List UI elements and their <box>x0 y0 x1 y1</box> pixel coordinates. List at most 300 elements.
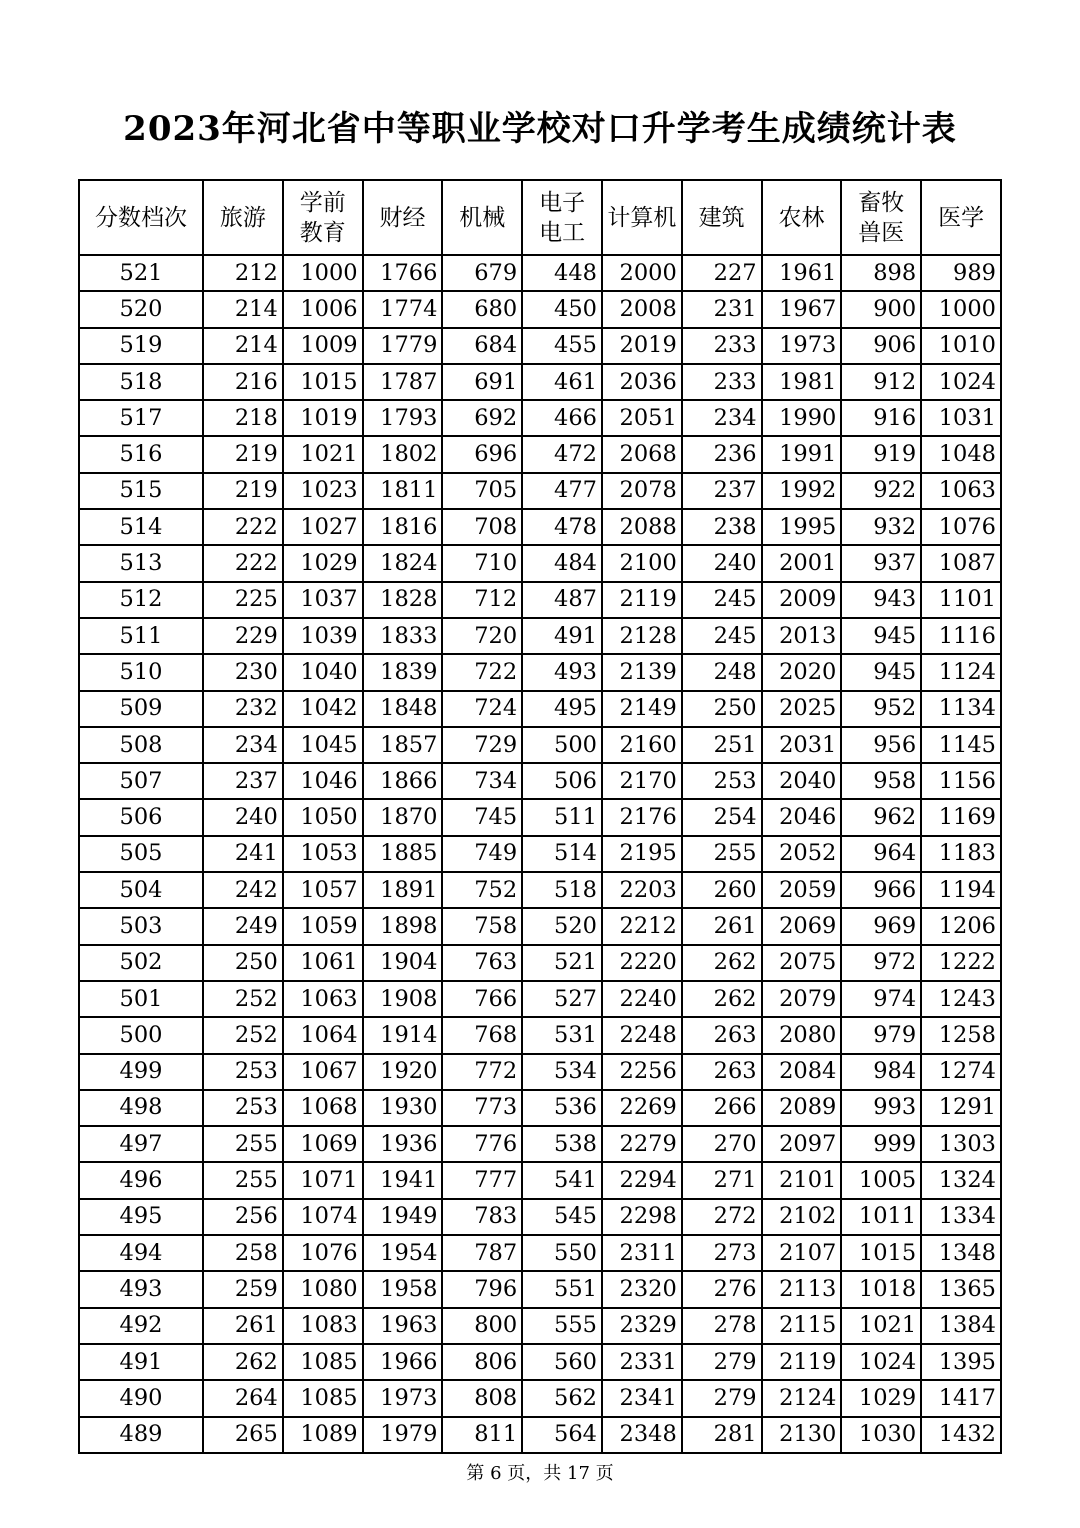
count-cell: 279 <box>682 1344 762 1380</box>
count-cell: 240 <box>682 545 762 581</box>
score-level-cell: 489 <box>79 1417 203 1453</box>
table-row <box>79 545 1001 581</box>
count-cell: 1898 <box>363 908 443 944</box>
count-cell: 773 <box>442 1090 522 1126</box>
count-cell: 258 <box>203 1235 283 1271</box>
table-row <box>79 1090 1001 1126</box>
count-cell: 1069 <box>283 1126 363 1162</box>
count-cell: 233 <box>682 364 762 400</box>
count-cell: 487 <box>522 582 602 618</box>
table-row <box>79 618 1001 654</box>
count-cell: 495 <box>522 691 602 727</box>
count-cell: 945 <box>841 618 921 654</box>
table-row <box>79 1162 1001 1198</box>
count-cell: 1085 <box>283 1380 363 1416</box>
score-level-cell: 517 <box>79 400 203 436</box>
count-cell: 218 <box>203 400 283 436</box>
count-cell: 1908 <box>363 981 443 1017</box>
count-cell: 472 <box>522 436 602 472</box>
count-cell: 227 <box>682 255 762 291</box>
count-cell: 776 <box>442 1126 522 1162</box>
score-level-cell: 498 <box>79 1090 203 1126</box>
count-cell: 2013 <box>762 618 842 654</box>
count-cell: 932 <box>841 509 921 545</box>
count-cell: 696 <box>442 436 522 472</box>
count-cell: 2240 <box>602 981 682 1017</box>
count-cell: 1274 <box>921 1054 1001 1090</box>
count-cell: 1395 <box>921 1344 1001 1380</box>
count-cell: 1432 <box>921 1417 1001 1453</box>
count-cell: 2031 <box>762 727 842 763</box>
count-cell: 979 <box>841 1017 921 1053</box>
count-cell: 245 <box>682 582 762 618</box>
count-cell: 214 <box>203 328 283 364</box>
count-cell: 252 <box>203 1017 283 1053</box>
count-cell: 250 <box>682 691 762 727</box>
count-cell: 806 <box>442 1344 522 1380</box>
table-row <box>79 1199 1001 1235</box>
count-cell: 1063 <box>921 473 1001 509</box>
count-cell: 2124 <box>762 1380 842 1416</box>
count-cell: 273 <box>682 1235 762 1271</box>
count-cell: 1828 <box>363 582 443 618</box>
count-cell: 2000 <box>602 255 682 291</box>
count-cell: 2130 <box>762 1417 842 1453</box>
count-cell: 1015 <box>841 1235 921 1271</box>
count-cell: 1085 <box>283 1344 363 1380</box>
count-cell: 752 <box>442 872 522 908</box>
count-cell: 520 <box>522 908 602 944</box>
count-cell: 514 <box>522 836 602 872</box>
count-cell: 1194 <box>921 872 1001 908</box>
score-level-cell: 504 <box>79 872 203 908</box>
score-level-cell: 508 <box>79 727 203 763</box>
count-cell: 1949 <box>363 1199 443 1235</box>
count-cell: 230 <box>203 654 283 690</box>
count-cell: 232 <box>203 691 283 727</box>
count-cell: 958 <box>841 763 921 799</box>
table-row <box>79 400 1001 436</box>
count-cell: 2176 <box>602 799 682 835</box>
count-cell: 551 <box>522 1271 602 1307</box>
score-level-cell: 512 <box>79 582 203 618</box>
table-row <box>79 328 1001 364</box>
score-level-cell: 521 <box>79 255 203 291</box>
count-cell: 491 <box>522 618 602 654</box>
count-cell: 261 <box>682 908 762 944</box>
count-cell: 238 <box>682 509 762 545</box>
count-cell: 1973 <box>762 328 842 364</box>
count-cell: 766 <box>442 981 522 1017</box>
column-header: 学前 教育 <box>283 180 363 255</box>
count-cell: 2001 <box>762 545 842 581</box>
count-cell: 1183 <box>921 836 1001 872</box>
count-cell: 255 <box>682 836 762 872</box>
count-cell: 265 <box>203 1417 283 1453</box>
count-cell: 536 <box>522 1090 602 1126</box>
table-row <box>79 436 1001 472</box>
count-cell: 2075 <box>762 945 842 981</box>
count-cell: 1169 <box>921 799 1001 835</box>
count-cell: 272 <box>682 1199 762 1235</box>
count-cell: 253 <box>203 1054 283 1090</box>
count-cell: 1334 <box>921 1199 1001 1235</box>
count-cell: 279 <box>682 1380 762 1416</box>
count-cell: 281 <box>682 1417 762 1453</box>
count-cell: 248 <box>682 654 762 690</box>
score-level-cell: 497 <box>79 1126 203 1162</box>
table-row <box>79 1017 1001 1053</box>
count-cell: 242 <box>203 872 283 908</box>
count-cell: 1973 <box>363 1380 443 1416</box>
score-level-cell: 502 <box>79 945 203 981</box>
count-cell: 1384 <box>921 1308 1001 1344</box>
count-cell: 1891 <box>363 872 443 908</box>
count-cell: 1046 <box>283 763 363 799</box>
count-cell: 1074 <box>283 1199 363 1235</box>
count-cell: 1824 <box>363 545 443 581</box>
count-cell: 2348 <box>602 1417 682 1453</box>
table-row <box>79 654 1001 690</box>
count-cell: 1124 <box>921 654 1001 690</box>
count-cell: 1920 <box>363 1054 443 1090</box>
count-cell: 1080 <box>283 1271 363 1307</box>
count-cell: 2019 <box>602 328 682 364</box>
count-cell: 800 <box>442 1308 522 1344</box>
count-cell: 466 <box>522 400 602 436</box>
table-row <box>79 1235 1001 1271</box>
score-level-cell: 490 <box>79 1380 203 1416</box>
count-cell: 1954 <box>363 1235 443 1271</box>
page-title: 2023年河北省中等职业学校对口升学考生成绩统计表 <box>123 109 957 149</box>
count-cell: 1053 <box>283 836 363 872</box>
count-cell: 1222 <box>921 945 1001 981</box>
count-cell: 1045 <box>283 727 363 763</box>
count-cell: 2079 <box>762 981 842 1017</box>
count-cell: 811 <box>442 1417 522 1453</box>
table-header-row <box>79 180 1001 255</box>
count-cell: 262 <box>682 945 762 981</box>
count-cell: 993 <box>841 1090 921 1126</box>
count-cell: 1005 <box>841 1162 921 1198</box>
table-row <box>79 473 1001 509</box>
count-cell: 1031 <box>921 400 1001 436</box>
table-row <box>79 1308 1001 1344</box>
score-level-cell: 493 <box>79 1271 203 1307</box>
score-level-cell: 505 <box>79 836 203 872</box>
column-header: 计算机 <box>602 180 682 255</box>
count-cell: 1866 <box>363 763 443 799</box>
count-cell: 506 <box>522 763 602 799</box>
count-cell: 972 <box>841 945 921 981</box>
count-cell: 1206 <box>921 908 1001 944</box>
count-cell: 2115 <box>762 1308 842 1344</box>
count-cell: 2128 <box>602 618 682 654</box>
count-cell: 493 <box>522 654 602 690</box>
table-row <box>79 1271 1001 1307</box>
count-cell: 2102 <box>762 1199 842 1235</box>
count-cell: 2139 <box>602 654 682 690</box>
count-cell: 2203 <box>602 872 682 908</box>
count-cell: 271 <box>682 1162 762 1198</box>
column-header: 财经 <box>363 180 443 255</box>
count-cell: 245 <box>682 618 762 654</box>
count-cell: 1040 <box>283 654 363 690</box>
count-cell: 225 <box>203 582 283 618</box>
count-cell: 1793 <box>363 400 443 436</box>
count-cell: 1991 <box>762 436 842 472</box>
count-cell: 1365 <box>921 1271 1001 1307</box>
count-cell: 2212 <box>602 908 682 944</box>
count-cell: 1787 <box>363 364 443 400</box>
count-cell: 2080 <box>762 1017 842 1053</box>
count-cell: 1348 <box>921 1235 1001 1271</box>
count-cell: 937 <box>841 545 921 581</box>
column-header: 医学 <box>921 180 1001 255</box>
count-cell: 1839 <box>363 654 443 690</box>
count-cell: 450 <box>522 291 602 327</box>
count-cell: 1011 <box>841 1199 921 1235</box>
count-cell: 241 <box>203 836 283 872</box>
table-row <box>79 1126 1001 1162</box>
table-row <box>79 872 1001 908</box>
table-row <box>79 691 1001 727</box>
score-level-cell: 509 <box>79 691 203 727</box>
table-row <box>79 1417 1001 1453</box>
score-level-cell: 496 <box>79 1162 203 1198</box>
count-cell: 1048 <box>921 436 1001 472</box>
count-cell: 2089 <box>762 1090 842 1126</box>
count-cell: 2069 <box>762 908 842 944</box>
count-cell: 999 <box>841 1126 921 1162</box>
table-row <box>79 1344 1001 1380</box>
count-cell: 2084 <box>762 1054 842 1090</box>
count-cell: 564 <box>522 1417 602 1453</box>
count-cell: 1000 <box>921 291 1001 327</box>
count-cell: 2040 <box>762 763 842 799</box>
count-cell: 1068 <box>283 1090 363 1126</box>
count-cell: 2052 <box>762 836 842 872</box>
table-row <box>79 727 1001 763</box>
count-cell: 1930 <box>363 1090 443 1126</box>
count-cell: 745 <box>442 799 522 835</box>
count-cell: 1009 <box>283 328 363 364</box>
count-cell: 1417 <box>921 1380 1001 1416</box>
count-cell: 956 <box>841 727 921 763</box>
count-cell: 2170 <box>602 763 682 799</box>
count-cell: 1990 <box>762 400 842 436</box>
count-cell: 722 <box>442 654 522 690</box>
count-cell: 796 <box>442 1271 522 1307</box>
count-cell: 461 <box>522 364 602 400</box>
count-cell: 1979 <box>363 1417 443 1453</box>
count-cell: 2329 <box>602 1308 682 1344</box>
count-cell: 964 <box>841 836 921 872</box>
count-cell: 758 <box>442 908 522 944</box>
count-cell: 692 <box>442 400 522 436</box>
table-row <box>79 1380 1001 1416</box>
count-cell: 212 <box>203 255 283 291</box>
count-cell: 237 <box>203 763 283 799</box>
count-cell: 1981 <box>762 364 842 400</box>
count-cell: 2068 <box>602 436 682 472</box>
count-cell: 259 <box>203 1271 283 1307</box>
page-footer: 第 6 页，共 17 页 <box>466 1463 614 1484</box>
count-cell: 1059 <box>283 908 363 944</box>
count-cell: 250 <box>203 945 283 981</box>
count-cell: 749 <box>442 836 522 872</box>
score-level-cell: 499 <box>79 1054 203 1090</box>
count-cell: 2149 <box>602 691 682 727</box>
score-level-cell: 519 <box>79 328 203 364</box>
count-cell: 969 <box>841 908 921 944</box>
score-level-cell: 514 <box>79 509 203 545</box>
count-cell: 984 <box>841 1054 921 1090</box>
count-cell: 2078 <box>602 473 682 509</box>
count-cell: 2311 <box>602 1235 682 1271</box>
count-cell: 233 <box>682 328 762 364</box>
count-cell: 1061 <box>283 945 363 981</box>
score-level-cell: 501 <box>79 981 203 1017</box>
count-cell: 1833 <box>363 618 443 654</box>
count-cell: 484 <box>522 545 602 581</box>
count-cell: 1870 <box>363 799 443 835</box>
count-cell: 989 <box>921 255 1001 291</box>
score-level-cell: 492 <box>79 1308 203 1344</box>
count-cell: 2279 <box>602 1126 682 1162</box>
count-cell: 236 <box>682 436 762 472</box>
count-cell: 943 <box>841 582 921 618</box>
score-level-cell: 491 <box>79 1344 203 1380</box>
count-cell: 1961 <box>762 255 842 291</box>
column-header: 旅游 <box>203 180 283 255</box>
count-cell: 900 <box>841 291 921 327</box>
count-cell: 1156 <box>921 763 1001 799</box>
count-cell: 521 <box>522 945 602 981</box>
score-level-cell: 503 <box>79 908 203 944</box>
count-cell: 518 <box>522 872 602 908</box>
count-cell: 550 <box>522 1235 602 1271</box>
count-cell: 710 <box>442 545 522 581</box>
count-cell: 1083 <box>283 1308 363 1344</box>
count-cell: 679 <box>442 255 522 291</box>
count-cell: 1087 <box>921 545 1001 581</box>
count-cell: 919 <box>841 436 921 472</box>
score-level-cell: 511 <box>79 618 203 654</box>
table-row <box>79 509 1001 545</box>
count-cell: 1039 <box>283 618 363 654</box>
count-cell: 2036 <box>602 364 682 400</box>
count-cell: 448 <box>522 255 602 291</box>
count-cell: 922 <box>841 473 921 509</box>
count-cell: 256 <box>203 1199 283 1235</box>
count-cell: 255 <box>203 1126 283 1162</box>
count-cell: 538 <box>522 1126 602 1162</box>
count-cell: 1766 <box>363 255 443 291</box>
count-cell: 783 <box>442 1199 522 1235</box>
count-cell: 1071 <box>283 1162 363 1198</box>
column-header: 农林 <box>762 180 842 255</box>
count-cell: 2341 <box>602 1380 682 1416</box>
table-row <box>79 799 1001 835</box>
count-cell: 2020 <box>762 654 842 690</box>
count-cell: 2059 <box>762 872 842 908</box>
count-cell: 253 <box>682 763 762 799</box>
count-cell: 2119 <box>762 1344 842 1380</box>
count-cell: 734 <box>442 763 522 799</box>
count-cell: 1145 <box>921 727 1001 763</box>
count-cell: 2100 <box>602 545 682 581</box>
count-cell: 1966 <box>363 1344 443 1380</box>
count-cell: 560 <box>522 1344 602 1380</box>
count-cell: 1030 <box>841 1417 921 1453</box>
count-cell: 541 <box>522 1162 602 1198</box>
count-cell: 276 <box>682 1271 762 1307</box>
count-cell: 214 <box>203 291 283 327</box>
table-row <box>79 364 1001 400</box>
table-row <box>79 836 1001 872</box>
count-cell: 531 <box>522 1017 602 1053</box>
count-cell: 729 <box>442 727 522 763</box>
count-cell: 262 <box>203 1344 283 1380</box>
count-cell: 231 <box>682 291 762 327</box>
table-row <box>79 582 1001 618</box>
count-cell: 234 <box>203 727 283 763</box>
count-cell: 680 <box>442 291 522 327</box>
count-cell: 237 <box>682 473 762 509</box>
count-cell: 1063 <box>283 981 363 1017</box>
count-cell: 1802 <box>363 436 443 472</box>
table-row <box>79 945 1001 981</box>
count-cell: 1324 <box>921 1162 1001 1198</box>
score-level-cell: 510 <box>79 654 203 690</box>
count-cell: 912 <box>841 364 921 400</box>
count-cell: 1010 <box>921 328 1001 364</box>
count-cell: 2107 <box>762 1235 842 1271</box>
count-cell: 264 <box>203 1380 283 1416</box>
table-row <box>79 1054 1001 1090</box>
count-cell: 1021 <box>841 1308 921 1344</box>
score-level-cell: 516 <box>79 436 203 472</box>
count-cell: 708 <box>442 509 522 545</box>
count-cell: 2269 <box>602 1090 682 1126</box>
count-cell: 255 <box>203 1162 283 1198</box>
count-cell: 705 <box>442 473 522 509</box>
column-header: 畜牧 兽医 <box>841 180 921 255</box>
count-cell: 966 <box>841 872 921 908</box>
count-cell: 2320 <box>602 1271 682 1307</box>
count-cell: 260 <box>682 872 762 908</box>
count-cell: 1029 <box>283 545 363 581</box>
count-cell: 945 <box>841 654 921 690</box>
column-header: 分数档次 <box>79 180 203 255</box>
count-cell: 222 <box>203 509 283 545</box>
table-row <box>79 255 1001 291</box>
count-cell: 2097 <box>762 1126 842 1162</box>
column-header: 机械 <box>442 180 522 255</box>
count-cell: 684 <box>442 328 522 364</box>
count-cell: 1958 <box>363 1271 443 1307</box>
score-level-cell: 518 <box>79 364 203 400</box>
table-row <box>79 291 1001 327</box>
count-cell: 1779 <box>363 328 443 364</box>
count-cell: 500 <box>522 727 602 763</box>
count-cell: 545 <box>522 1199 602 1235</box>
count-cell: 1303 <box>921 1126 1001 1162</box>
count-cell: 229 <box>203 618 283 654</box>
score-level-cell: 500 <box>79 1017 203 1053</box>
count-cell: 1042 <box>283 691 363 727</box>
